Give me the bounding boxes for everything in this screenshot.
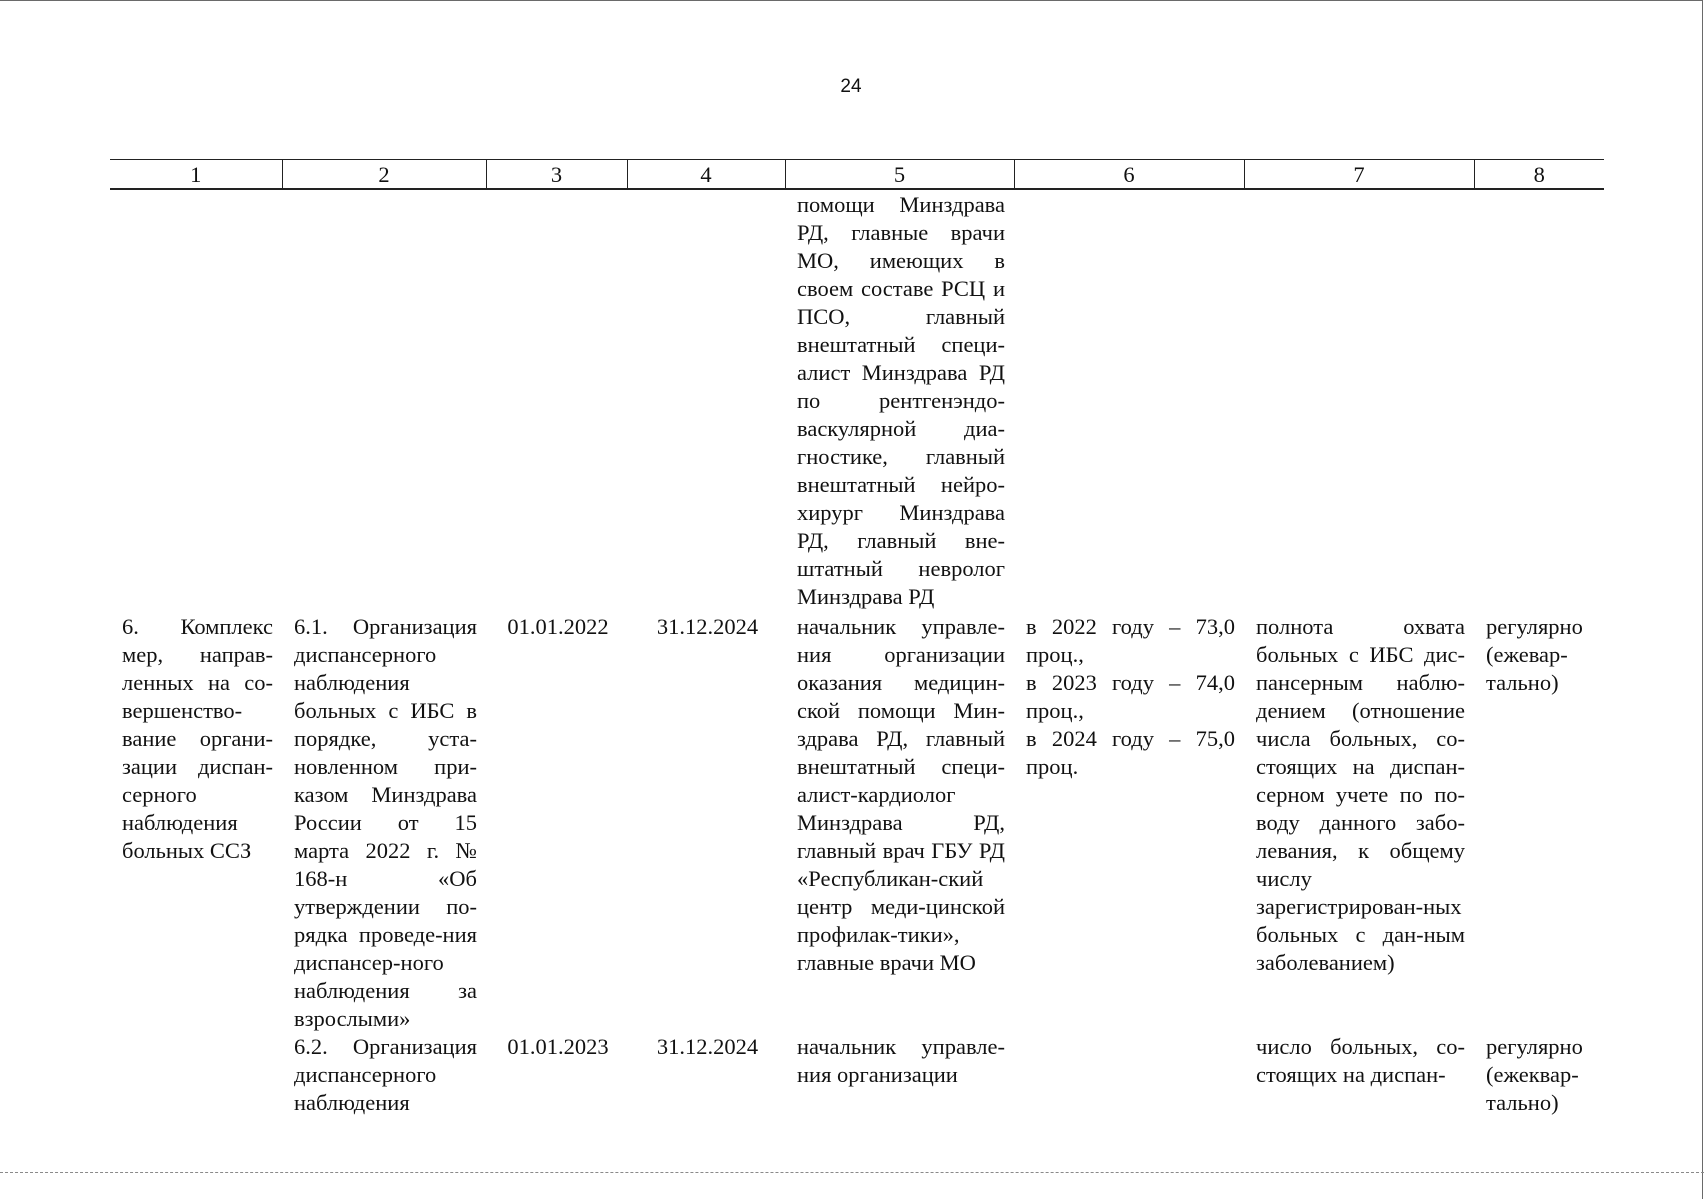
column-header: 4 [627,160,785,190]
indicator-cell: полнота охвата больных с ИБС дис-пансерным наблю-дением (отношение числа больных, со-стоящих на диспан-серном учете по по-воду данного забо-левания, к общему числу зарегистрирован-ных больных с дан-ным заболеванием) [1256,614,1465,975]
indicator-cell: число больных, со-стоящих на диспан- [1256,1034,1465,1087]
responsible-cell: начальник управле-ния организации оказания медицин-ской помощи Мин-здрава РД, главный внештатный специ-алист-кардиолог Минздрава РД, главный врач ГБУ РД «Республикан-ский центр меди-цинской профилак-тики», главные врачи МО [797,614,1005,975]
table-cell [627,189,785,611]
page-number: 24 [840,76,862,97]
end-date-cell: 31.12.2024 [656,1034,759,1059]
measures-table [110,159,1604,1117]
table-cell [110,189,282,611]
column-header: 3 [486,160,627,190]
target-values-cell: в 2022 году – 73,0 проц., в 2023 году – 74,0 проц., в 2024 году – 75,0 проц. [1026,614,1235,779]
table-cell [1014,1033,1244,1117]
table-row [110,611,1604,1033]
frequency-cell: регулярно (ежевар-тально) [1486,614,1583,695]
table-row [110,1033,1604,1117]
column-header: 5 [785,160,1014,190]
table-row [110,189,1604,611]
table-cell [282,189,486,611]
column-header: 7 [1244,160,1474,190]
responsible-cell: начальник управле-ния организации [797,1034,1005,1087]
frequency-cell: регулярно (ежеквар-тально) [1486,1034,1583,1115]
start-date-cell: 01.01.2022 [507,614,609,639]
column-number-header [110,160,1604,190]
table-cell [110,1033,282,1117]
end-date-cell: 31.12.2024 [656,614,759,639]
column-header: 8 [1474,160,1604,190]
start-date-cell: 01.01.2023 [507,1034,609,1059]
table-cell [486,189,627,611]
measure-cell: 6.2. Организация диспансерного наблюдения [294,1034,477,1115]
column-header: 2 [282,160,486,190]
table-cell [1474,189,1604,611]
measure-group-cell: 6. Комплекс мер, направ-ленных на со-вершенство-вание органи-зации диспан-серного наблюдения больных ССЗ [122,614,273,863]
column-header: 6 [1014,160,1244,190]
responsible-cell: помощи Минздрава РД, главные врачи МО, имеющих в своем составе РСЦ и ПСО, главный внештатный специ-алист Минздрава РД по рентгенэндо-васкулярной диа-гностике, главный внештатный нейро-хирург Минздрава РД, главный вне-штатный невролог Минздрава РД [797,192,1005,609]
table-cell [1244,189,1474,611]
page-bottom-rule [0,1172,1704,1173]
column-header: 1 [110,160,282,190]
measure-cell: 6.1. Организация диспансерного наблюдения больных с ИБС в порядке, уста-новленном при-казом Минздрава России от 15 марта 2022 г. № 168-н «Об утверждении по-рядка проведе-ния диспансер-ного наблюдения за взрослыми» [294,614,477,1031]
table-cell [1014,189,1244,611]
